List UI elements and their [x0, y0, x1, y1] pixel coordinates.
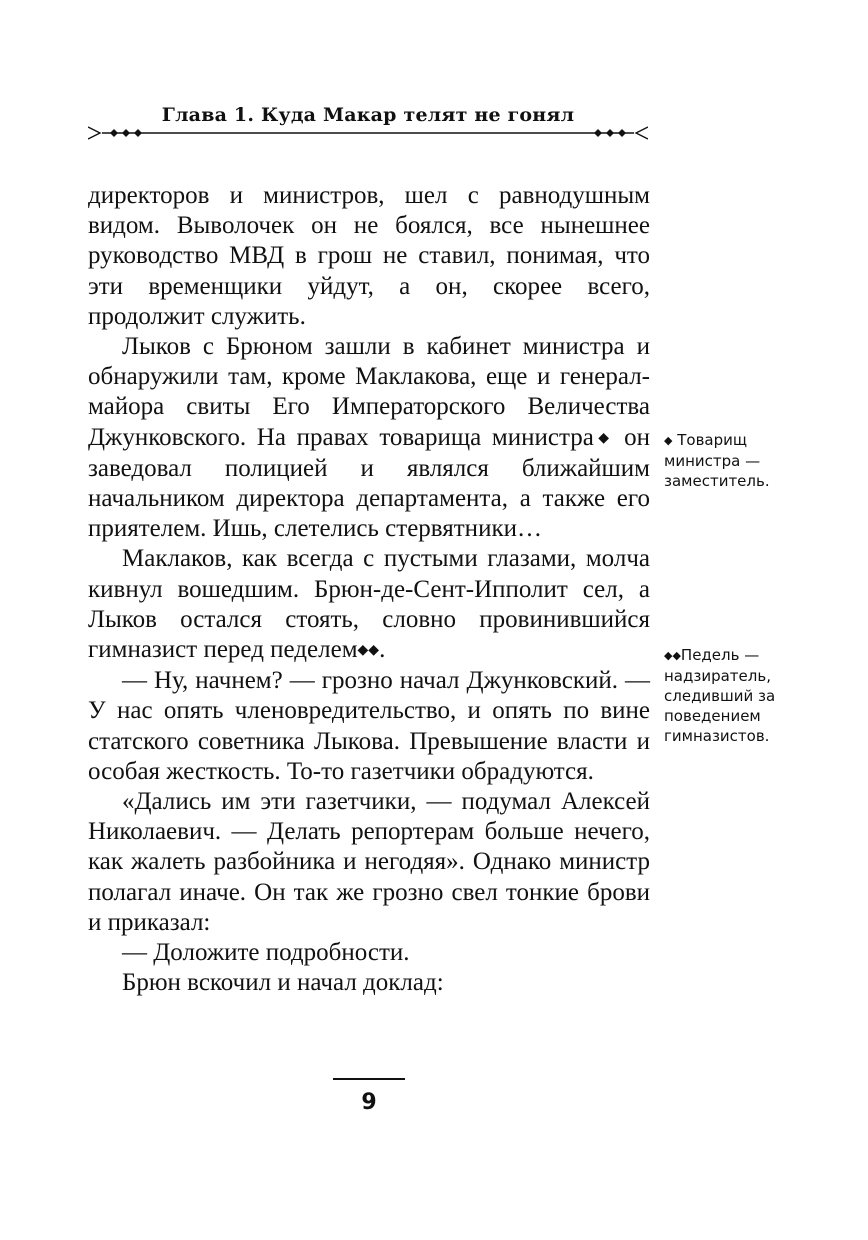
paragraph-text: .	[379, 636, 386, 664]
side-note-marker: ◆◆	[664, 649, 681, 662]
paragraph: — Ну, начнем? — грозно начал Джунковский. — У нас опять членовредительство, и опять по вине статского советника Лыкова. Превышение власти и особая жесткость. То-то газетчики обрадуются.	[88, 667, 650, 785]
body-text	[88, 181, 650, 998]
paragraph	[88, 544, 650, 666]
chapter-title: Глава 1. Куда Макар телят не гонял	[161, 104, 575, 126]
side-note-text: Педель —	[680, 646, 760, 664]
ornamental-rule	[88, 124, 648, 142]
page-number: 9	[361, 1090, 377, 1115]
side-note-2	[664, 645, 775, 746]
side-note-line: поведением	[664, 707, 761, 725]
side-note-1	[664, 430, 770, 491]
side-note-marker: ◆	[664, 434, 673, 447]
page-header	[88, 100, 648, 148]
paragraph-text: Лыков с Брюном зашли в кабинет министра и обнаружили там, кроме Маклакова, еще и генерал-майора свиты Его Императорского Величества Джунковского. На правах товарища министра	[88, 333, 650, 451]
footnote-marker-2: ◆◆	[357, 643, 380, 659]
footnote-marker-1: ◆	[593, 430, 614, 446]
side-note-line	[664, 645, 775, 666]
side-note-line: следивший за	[664, 687, 776, 705]
paragraph: «Дались им эти газетчики, — подумал Алексей Николаевич. — Делать репортерам больше нечего, как жалеть разбойника и негодяя». Однако министр полагал иначе. Он так же грозно свел тонкие брови и приказал:	[88, 788, 650, 936]
paragraph-text: Маклаков, как всегда с пустыми глазами, молча кивнул вошедшим. Брюн-де-Сент-Ипполит сел, а Лыков остался стоять, словно провинившийся гимназист перед педелем	[88, 545, 650, 664]
side-note-line: заместитель.	[664, 472, 770, 490]
side-note-line	[664, 430, 770, 451]
paragraph	[88, 332, 650, 544]
side-note-line: гимназистов.	[664, 727, 770, 745]
paragraph: — Доложите подробности.	[122, 939, 410, 967]
paragraph: Брюн вскочил и начал доклад:	[122, 969, 444, 997]
paragraph: директоров и министров, шел с равнодушным видом. Выволочек он не боялся, все нынешнее руководство МВД в грош не ставил, понимая, что эти временщики уйдут, а он, скорее всего, продолжит служить.	[88, 182, 650, 330]
side-note-line: надзиратель,	[664, 667, 771, 685]
side-note-line: министра —	[664, 452, 761, 470]
paragraph-text: он заведовал полицией и являлся ближайшим начальником директора департамента, а также его приятелем. Ишь, слетелись стервятники…	[88, 423, 651, 543]
footer-rule	[333, 1078, 405, 1080]
side-note-text: Товарищ	[677, 431, 748, 449]
